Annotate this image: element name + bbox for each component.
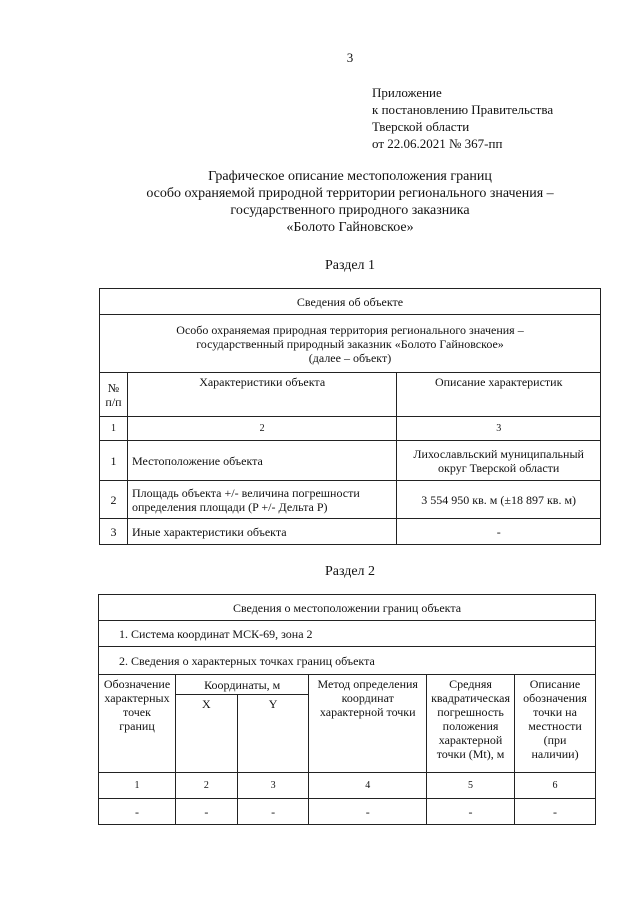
header-text: квадратическая: [431, 691, 510, 705]
row-num: 3: [100, 519, 128, 545]
index-cell: 5: [427, 773, 515, 799]
index-cell: 1: [100, 417, 128, 441]
table-row: [99, 799, 596, 825]
empty-cell: -: [427, 799, 515, 825]
appendix-block: [372, 84, 553, 152]
page-number: 3: [346, 50, 354, 65]
coord-system-row: 1. Система координат МСК-69, зона 2: [99, 621, 596, 647]
header-text: погрешность: [437, 705, 504, 719]
index-cell: 6: [515, 773, 596, 799]
row-desc: [397, 441, 601, 481]
header-text: положения: [442, 719, 499, 733]
index-cell: 3: [397, 417, 601, 441]
index-cell: 4: [309, 773, 427, 799]
document-title: [60, 168, 640, 236]
appendix-date: от 22.06.2021 № 367-пп: [372, 136, 503, 151]
title-line: государственного природного заказника: [230, 203, 470, 218]
empty-cell: -: [515, 799, 596, 825]
header-text: точки на: [533, 705, 577, 719]
header-text: характерных: [104, 691, 170, 705]
object-info-table: [99, 288, 601, 545]
desc-line: округ Тверской области: [438, 460, 560, 475]
header-text: Средняя: [449, 677, 492, 691]
header-text: характерной точки: [319, 705, 416, 719]
section1-heading: Раздел 1: [324, 258, 376, 273]
title-line: «Болото Гайновское»: [286, 220, 414, 235]
row-desc: -: [397, 519, 601, 545]
col-header-coords: Координаты, м: [175, 675, 308, 695]
title-line: Графическое описание местоположения границ: [208, 169, 492, 184]
row-char: [127, 481, 396, 519]
header-text: №: [107, 380, 120, 395]
object-line: государственный природный заказник «Болото Гайновское»: [196, 336, 504, 351]
points-heading-row: 2. Сведения о характерных точках границ объекта: [99, 647, 596, 675]
section2-heading: Раздел 2: [324, 564, 376, 579]
header-text: Обозначение: [103, 677, 171, 691]
header-text: Описание: [529, 677, 581, 691]
header-text: местности: [528, 719, 582, 733]
object-name-cell: [100, 315, 601, 373]
header-text: точки (Mt), м: [436, 747, 505, 761]
appendix-line: Приложение: [372, 85, 442, 100]
header-text: координат: [341, 691, 394, 705]
header-text: точек: [123, 705, 151, 719]
col-header-char: Характеристики объекта: [127, 373, 396, 417]
header-text: характерной: [438, 733, 503, 747]
object-line: (далее – объект): [308, 350, 392, 365]
row-char: Иные характеристики объекта: [127, 519, 396, 545]
col-header-error: [427, 675, 515, 773]
empty-cell: -: [309, 799, 427, 825]
table-row: [100, 441, 601, 481]
index-cell: 3: [237, 773, 309, 799]
table-title: Сведения об объекте: [100, 289, 601, 315]
col-header-y: Y: [237, 695, 309, 773]
index-cell: 2: [127, 417, 396, 441]
appendix-line: Тверской области: [372, 119, 470, 134]
empty-cell: -: [99, 799, 176, 825]
index-cell: 2: [175, 773, 237, 799]
char-line: Площадь объекта +/- величина погрешности: [131, 485, 360, 500]
header-text: границ: [119, 719, 155, 733]
header-text: обозначения: [523, 691, 587, 705]
title-line: особо охраняемой природной территории регионального значения –: [146, 186, 554, 201]
object-line: Особо охраняемая природная территория регионального значения –: [176, 322, 524, 337]
col-header-location: [515, 675, 596, 773]
row-char: Местоположение объекта: [127, 441, 396, 481]
table-title: Сведения о местоположении границ объекта: [99, 595, 596, 621]
row-num: 2: [100, 481, 128, 519]
col-header-designation: [99, 675, 176, 773]
boundary-table: [98, 594, 596, 825]
index-cell: 1: [99, 773, 176, 799]
header-text: Метод определения: [317, 677, 418, 691]
col-header-method: [309, 675, 427, 773]
char-line: определения площади (P +/- Дельта P): [131, 499, 328, 514]
appendix-line: к постановлению Правительства: [372, 102, 554, 117]
empty-cell: -: [175, 799, 237, 825]
table-row: [100, 519, 601, 545]
header-text: (при: [543, 733, 567, 747]
row-desc: 3 554 950 кв. м (±18 897 кв. м): [397, 481, 601, 519]
col-header-x: X: [175, 695, 237, 773]
row-num: 1: [100, 441, 128, 481]
col-header-num: [100, 373, 128, 417]
desc-line: Лихославльский муниципальный: [413, 446, 584, 461]
header-text: наличии): [531, 747, 579, 761]
header-text: п/п: [105, 394, 122, 409]
table-row: [100, 481, 601, 519]
col-header-desc: Описание характеристик: [397, 373, 601, 417]
empty-cell: -: [237, 799, 309, 825]
